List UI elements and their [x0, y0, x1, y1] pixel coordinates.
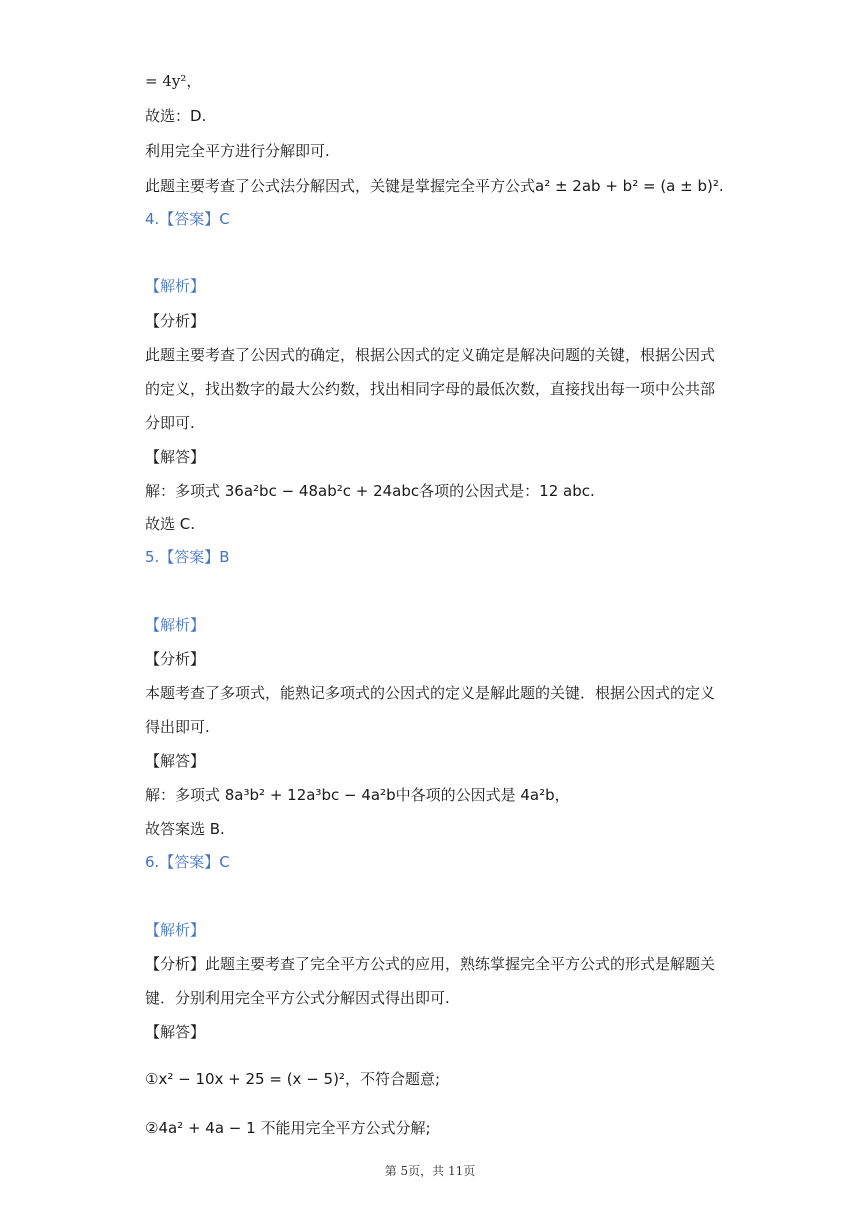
text-line: = 4y²，	[145, 72, 202, 90]
page-footer: 第 5页，共 11页	[384, 1164, 476, 1178]
section-heading: 6.【答案】C	[145, 853, 230, 871]
section-heading: 【解析】	[145, 921, 206, 939]
section-heading: 【解析】	[145, 277, 206, 295]
text-line: ②4a² + 4a − 1 不能用完全平方公式分解;	[145, 1119, 431, 1137]
text-line: 此题主要考查了公式法分解因式，关键是掌握完全平方公式a² ± 2ab + b² = (a ± b)².	[145, 177, 724, 195]
text-line: 【解答】	[145, 752, 206, 770]
text-line: ①x² − 10x + 25 = (x − 5)²，不符合题意;	[145, 1070, 440, 1088]
text-line: 解：多项式 36a²bc − 48ab²c + 24abc各项的公因式是：12 abc.	[145, 482, 595, 500]
section-heading: 【解析】	[145, 616, 206, 634]
text-line: 【解答】	[145, 448, 206, 466]
text-line: 键．分别利用完全平方公式分解因式得出即可.	[145, 989, 450, 1007]
section-heading: 4.【答案】C	[145, 210, 230, 228]
text-line: 利用完全平方进行分解即可.	[145, 142, 330, 160]
text-line: 故答案选 B.	[145, 820, 225, 838]
text-line: 故选：D.	[145, 107, 207, 125]
text-line: 得出即可.	[145, 718, 210, 736]
text-line: 【分析】此题主要考查了完全平方公式的应用，熟练掌握完全平方公式的形式是解题关	[145, 955, 716, 973]
text-line: 【解答】	[145, 1023, 206, 1041]
text-line: 的定义，找出数字的最大公约数，找出相同字母的最低次数，直接找出每一项中公共部	[145, 380, 716, 398]
text-line: 分即可.	[145, 414, 195, 432]
section-heading: 5.【答案】B	[145, 548, 230, 566]
text-line: 本题考查了多项式，能熟记多项式的公因式的定义是解此题的关键．根据公因式的定义	[145, 684, 716, 702]
text-line: 此题主要考查了公因式的确定，根据公因式的定义确定是解决问题的关键，根据公因式	[145, 346, 716, 364]
text-line: 解：多项式 8a³b² + 12a³bc − 4a²b中各项的公因式是 4a²b，	[145, 786, 570, 804]
text-line: 故选 C.	[145, 515, 196, 533]
text-line: 【分析】	[145, 312, 206, 330]
text-line: 【分析】	[145, 650, 206, 668]
